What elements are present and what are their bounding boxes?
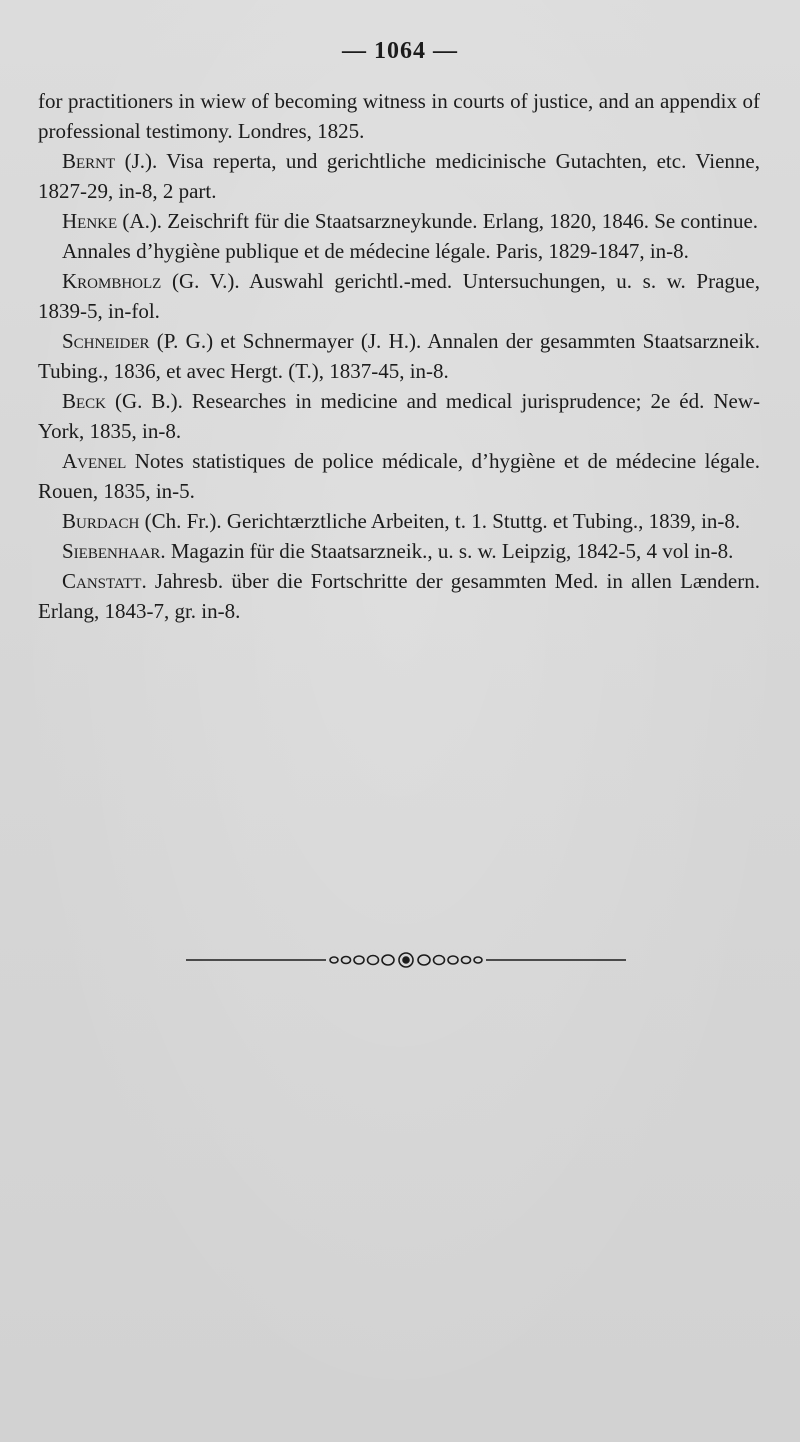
entry-author: Burdach	[62, 509, 140, 533]
entry-text: Notes statistiques de police médicale, d’hygiène et de médecine légale. Rouen, 1835, in-5.	[38, 449, 760, 503]
entry-author: Canstatt.	[62, 569, 147, 593]
entry-text: (Ch. Fr.). Gerichtærztliche Arbeiten, t. 1. Stuttg. et Tubing., 1839, in-8.	[139, 509, 741, 533]
entry-author: Siebenhaar.	[62, 539, 166, 563]
entry-author: Beck	[62, 389, 107, 413]
entry-text: Annales d’hygiène publique et de médecine légale. Paris, 1829-1847, in-8.	[62, 239, 689, 263]
entry-text: Jahresb. über die Fortschritte der gesammten Med. in allen Lændern. Erlang, 1843-7, gr. in-8.	[38, 569, 760, 623]
bibliography-entry	[38, 266, 760, 326]
entry-author: Avenel	[62, 449, 127, 473]
entry-text: (J.). Visa reperta, und gerichtliche medicinische Gutachten, etc. Vienne, 1827-29, in-8, 2 part.	[38, 149, 760, 203]
entry-author: Henke	[62, 209, 118, 233]
entry-text: Magazin für die Staatsarzneik., u. s. w. Leipzig, 1842-5, 4 vol in-8.	[165, 539, 734, 563]
entry-text: (G. B.). Researches in medicine and medical jurisprudence; 2e éd. New-York, 1835, in-8.	[38, 389, 760, 443]
entry-text: (G. V.). Auswahl gerichtl.-med. Untersuchungen, u. s. w. Prague, 1839-5, in-fol.	[38, 269, 760, 323]
entry-text: (A.). Zeischrift für die Staatsarzneykunde. Erlang, 1820, 1846. Se continue.	[117, 209, 759, 233]
entry-author: Krombholz	[62, 269, 162, 293]
divider-ornament-icon	[186, 950, 626, 970]
bibliography-entry	[38, 206, 760, 236]
bibliography-entry	[38, 386, 760, 446]
bibliography-entry	[38, 326, 760, 386]
bibliography-entry	[38, 446, 760, 506]
bibliography-entry	[38, 236, 760, 266]
page-number: — 1064 —	[342, 38, 458, 64]
bibliography-list	[38, 86, 760, 626]
entry-text: for practitioners in wiew of becoming witness in courts of justice, and an appendix of professional testimony. Londres, 1825.	[38, 89, 760, 143]
bibliography-entry	[38, 506, 760, 536]
bibliography-entry	[38, 146, 760, 206]
bibliography-entry	[38, 566, 760, 626]
entry-author: Bernt	[62, 149, 116, 173]
bibliography-entry	[38, 536, 760, 566]
entry-author: Schneider	[62, 329, 150, 353]
entry-text: (P. G.) et Schnermayer (J. H.). Annalen der gesammten Staatsarzneik. Tubing., 1836, et avec Hergt. (T.), 1837-45, in-8.	[38, 329, 760, 383]
bibliography-entry	[38, 86, 760, 146]
